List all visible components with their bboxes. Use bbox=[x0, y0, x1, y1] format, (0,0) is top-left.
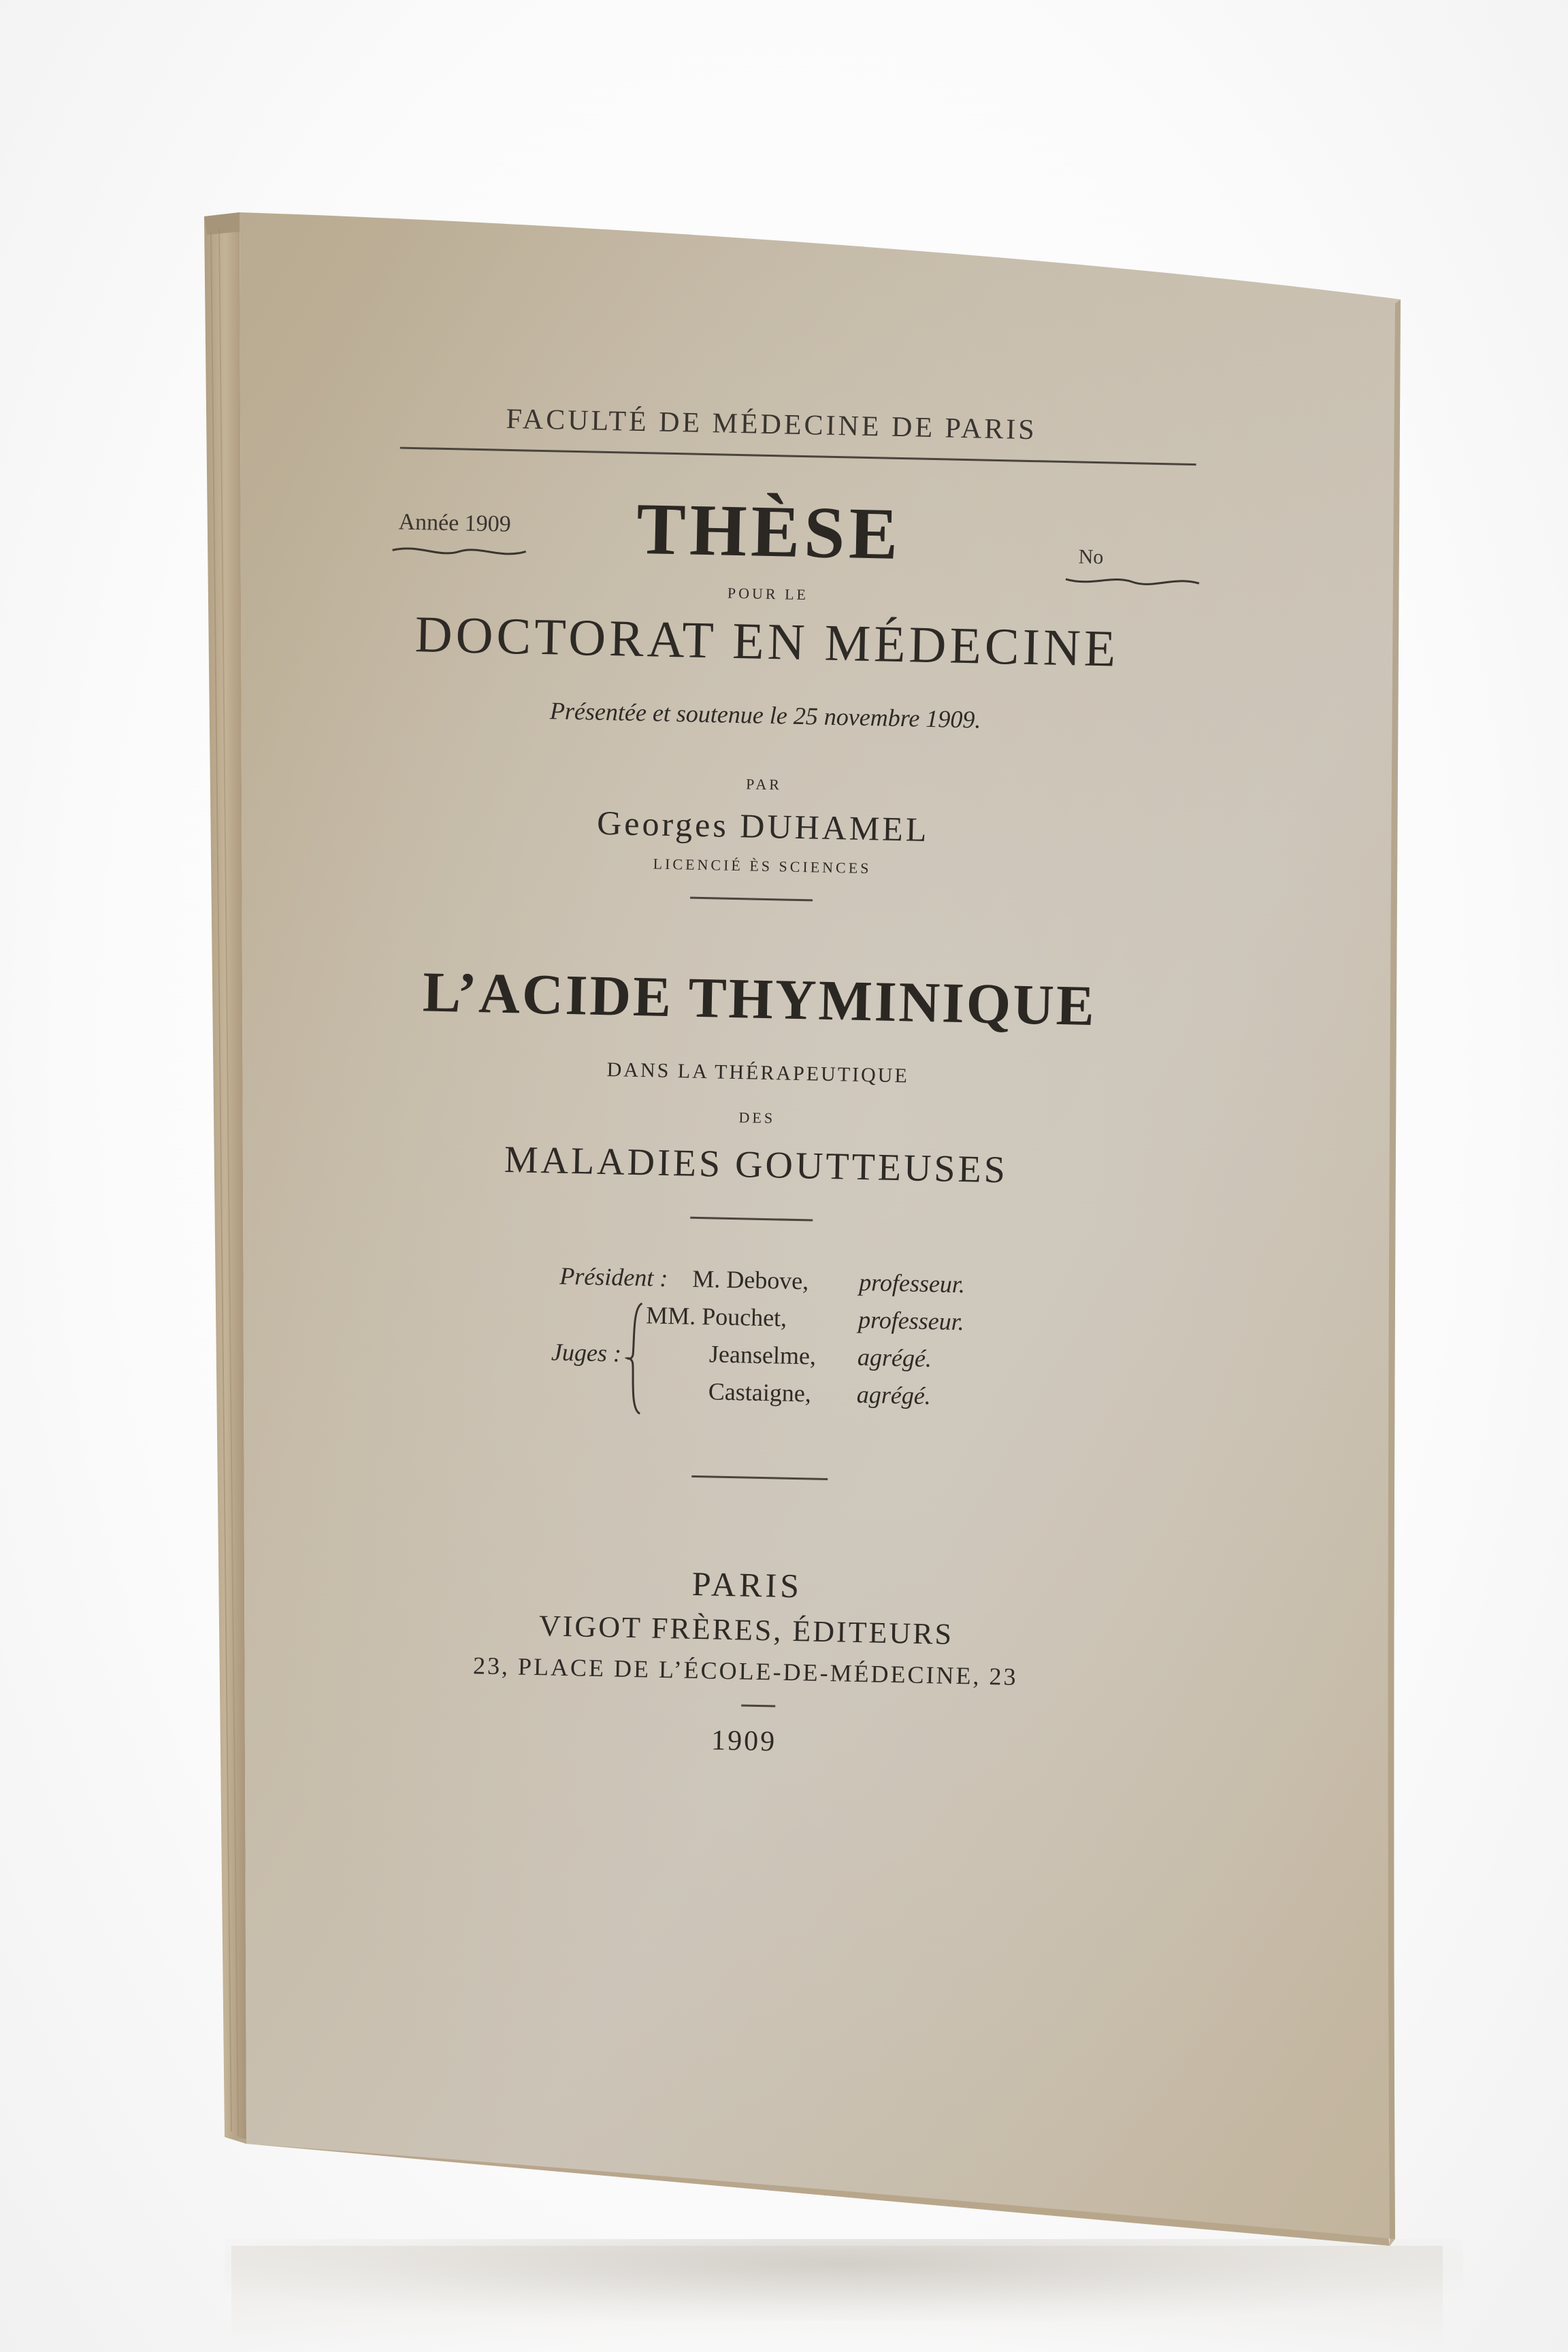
judges-label: Juges : bbox=[551, 1338, 622, 1367]
judge-2-name: Jeanselme, bbox=[708, 1340, 817, 1370]
par-text: PAR bbox=[745, 775, 783, 794]
judge-3-role: agrégé. bbox=[856, 1380, 932, 1410]
judge-3-name: Castaigne, bbox=[708, 1377, 812, 1407]
jury-block bbox=[250, 1255, 1254, 1453]
subject-line-2: DANS LA THÉRAPEUTIQUE bbox=[606, 1058, 910, 1088]
cover-text bbox=[241, 371, 1273, 1889]
page-edges bbox=[204, 212, 246, 2144]
rule-after-subject bbox=[690, 1217, 813, 1222]
top-rule bbox=[400, 447, 1196, 466]
publication-year: 1909 bbox=[710, 1725, 777, 1758]
president-name: M. Debove, bbox=[691, 1264, 809, 1295]
judge-2-role: agrégé. bbox=[857, 1343, 932, 1373]
year-label: Année 1909 bbox=[398, 509, 512, 537]
subject-line-3: DES bbox=[738, 1109, 776, 1127]
degree-title: DOCTORAT EN MÉDECINE bbox=[414, 606, 1120, 678]
subject-line-4: MALADIES GOUTTEUSES bbox=[504, 1139, 1009, 1192]
president-role: professeur. bbox=[858, 1268, 966, 1298]
thesis-title: THÈSE bbox=[636, 488, 903, 576]
city: PARIS bbox=[691, 1564, 803, 1605]
number-label: No bbox=[1078, 545, 1104, 569]
rule-after-author bbox=[690, 897, 813, 902]
pour-le-text: POUR LE bbox=[727, 584, 809, 604]
faculty-heading: FACULTÉ DE MÉDECINE DE PARIS bbox=[506, 403, 1038, 446]
author-name: Georges DUHAMEL bbox=[596, 803, 930, 849]
judges-brace bbox=[623, 1301, 647, 1417]
rule-after-jury bbox=[691, 1475, 828, 1480]
subject-title: L’ACIDE THYMINIQUE bbox=[422, 960, 1097, 1039]
judge-1-name: MM. Pouchet, bbox=[645, 1301, 787, 1332]
presentation-date: Présentée et soutenue le 25 novembre 1909. bbox=[549, 697, 981, 734]
publisher-address: 23, PLACE DE L’ÉCOLE-DE-MÉDECINE, 23 bbox=[472, 1652, 1018, 1690]
judge-1-role: professeur. bbox=[858, 1305, 965, 1336]
year-dash bbox=[741, 1704, 775, 1707]
publisher: VIGOT FRÈRES, ÉDITEURS bbox=[538, 1609, 954, 1651]
president-label: Président : bbox=[559, 1262, 668, 1292]
author-degree: LICENCIÉ ÈS SCIENCES bbox=[653, 855, 872, 877]
